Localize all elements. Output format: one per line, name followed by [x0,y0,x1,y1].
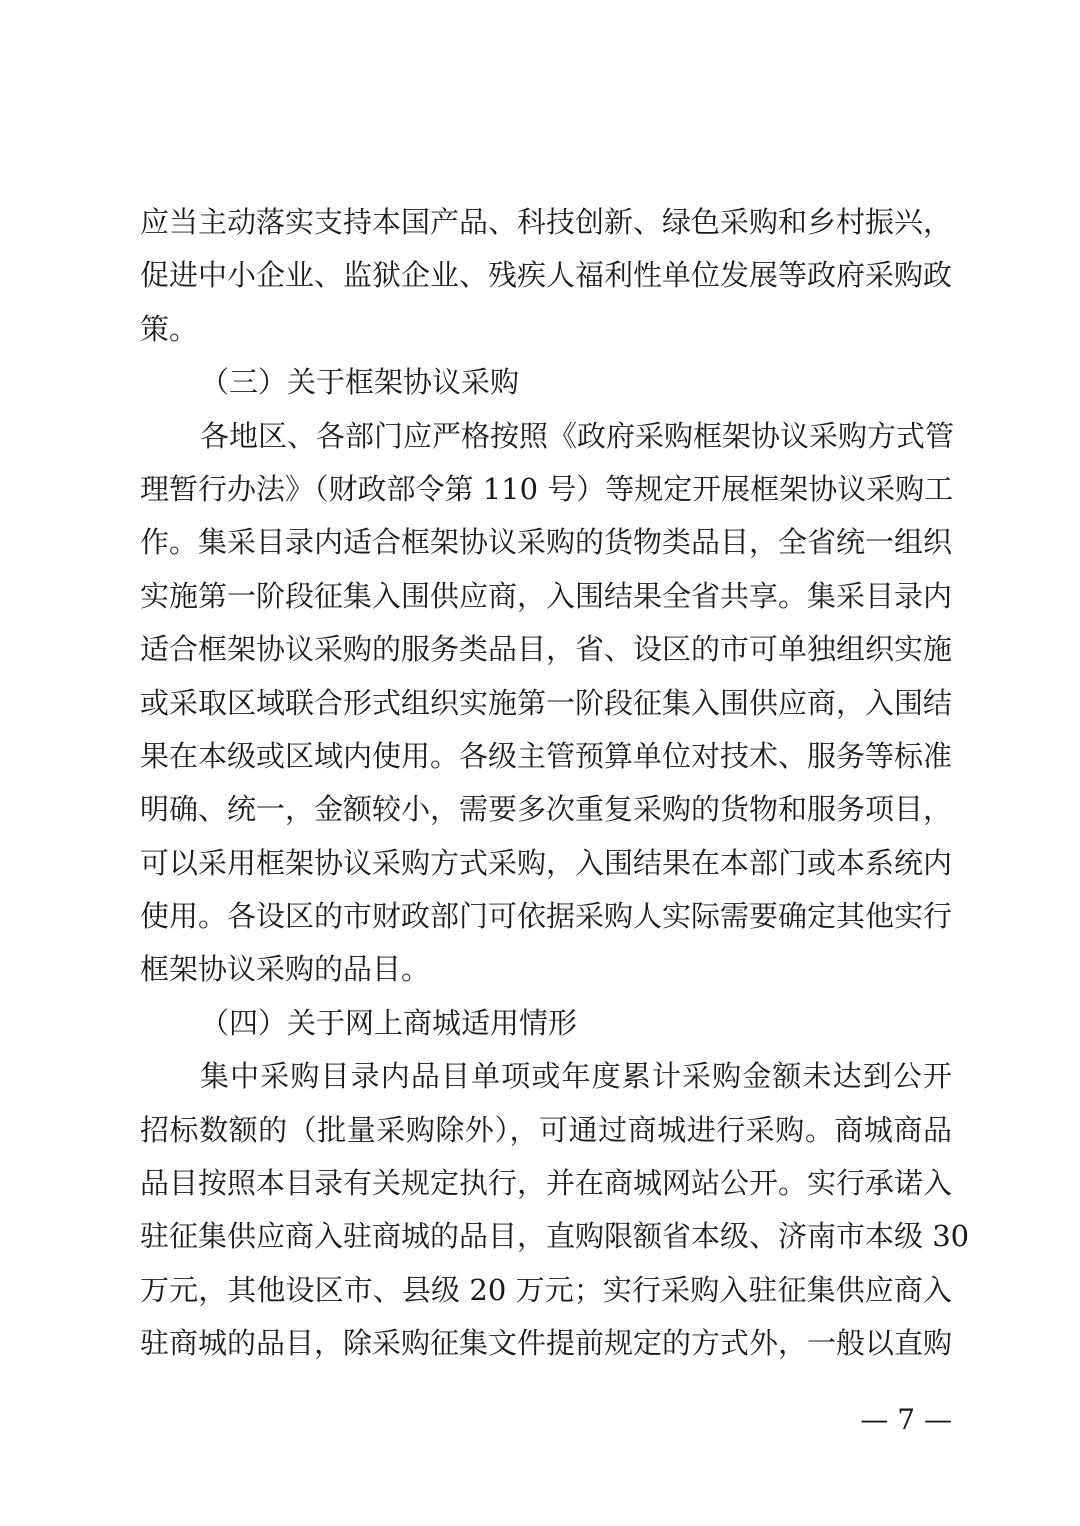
paragraph-line: 实施第一阶段征集入围供应商，入围结果全省共享。集采目录内 [140,578,953,613]
paragraph-line: 明确、统一，金额较小，需要多次重复采购的货物和服务项目， [140,792,953,827]
paragraph-line: 理暂行办法》（财政部令第 110 号）等规定开展框架协议采购工 [140,471,954,506]
paragraph-line: 集中采购目录内品目单项或年度累计采购金额未达到公开 [200,1059,952,1094]
paragraph-line: 果在本级或区域内使用。各级主管预算单位对技术、服务等标准 [140,738,953,773]
paragraph-line: 使用。各设区的市财政部门可依据采购人实际需要确定其他实行 [140,899,953,934]
paragraph-line: 框架协议采购的品目。 [140,952,431,987]
paragraph-line: 各地区、各部门应严格按照《政府采购框架协议采购方式管 [200,418,955,453]
paragraph-line: 促进中小企业、监狱企业、残疾人福利性单位发展等政府采购政 [140,258,953,293]
paragraph-line: 驻商城的品目，除采购征集文件提前规定的方式外，一般以直购 [140,1326,953,1361]
paragraph-line: 应当主动落实支持本国产品、科技创新、绿色采购和乡村振兴， [140,205,953,239]
paragraph-line: 作。集采目录内适合框架协议采购的货物类品目，全省统一组织 [140,525,953,560]
paragraph-line: 或采取区域联合形式组织实施第一阶段征集入围供应商，入围结 [140,685,953,720]
section-heading: （四）关于网上商城适用情形 [200,1005,578,1040]
document-body [140,196,970,1371]
paragraph-line: 品目按照本目录有关规定执行，并在商城网站公开。实行承诺入 [140,1166,953,1201]
paragraph-line: 适合框架协议采购的服务类品目，省、设区的市可单独组织实施 [140,632,953,667]
paragraph-line: 可以采用框架协议采购方式采购，入围结果在本部门或本系统内 [140,845,953,880]
paragraph-line: 招标数额的（批量采购除外），可通过商城进行采购。商城商品 [140,1112,952,1147]
paragraph-line: 万元，其他设区市、县级 20 万元；实行采购入驻征集供应商入 [140,1272,952,1307]
page-number: — 7 — [860,1403,952,1436]
section-heading: （三）关于框架协议采购 [200,365,520,400]
paragraph-line: 驻征集供应商入驻商城的品目，直购限额省本级、济南市本级 30 [140,1219,970,1254]
paragraph-line: 策。 [140,311,199,346]
